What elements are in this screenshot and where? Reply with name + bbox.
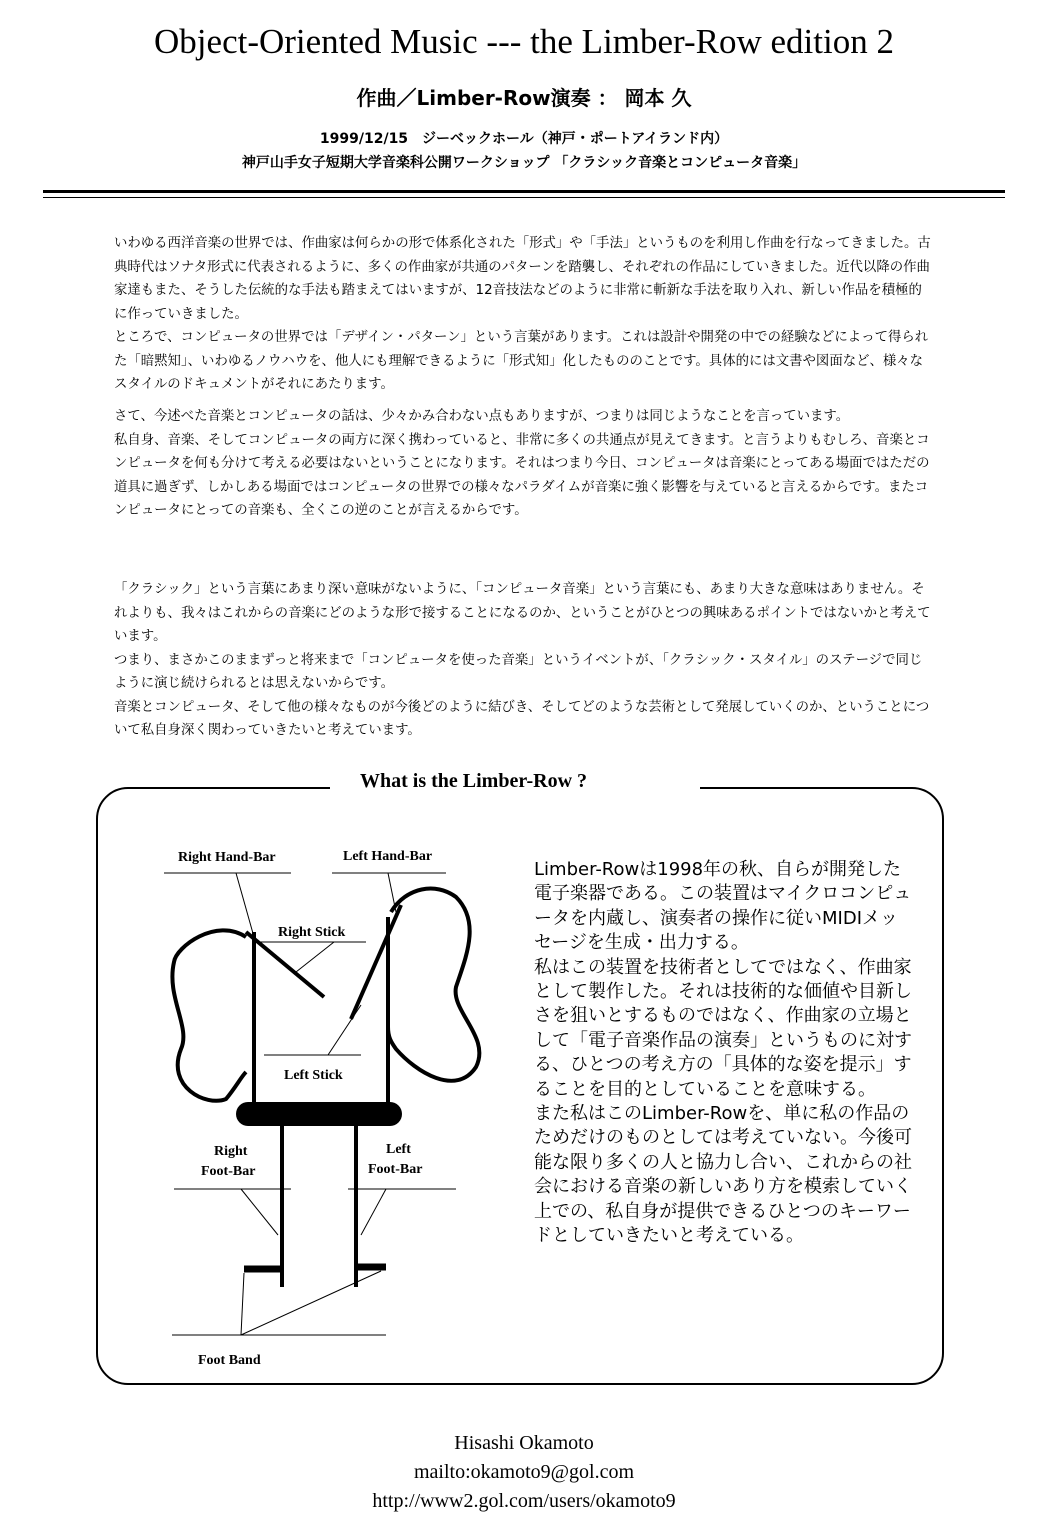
label-right-foot-bar-2: Foot-Bar bbox=[201, 1164, 256, 1179]
essay-paragraph: つまり、まさかこのままずっと将来まで「コンピュータを使った音楽」というイベントが、「クラシック・スタイル」のステージで同じように演じ続けられるとは思えないからです。 bbox=[114, 652, 923, 691]
label-foot-band: Foot Band bbox=[198, 1353, 261, 1368]
right-cable-loop bbox=[388, 889, 479, 1081]
leader-line bbox=[236, 873, 254, 937]
essay-paragraph: いわゆる西洋音楽の世界では、作曲家は何らかの形で体系化された「形式」や「手法」というものを利用し作曲を行なってきました。古典時代はソナタ形式に代表されるように、多くの作曲家が共通のパターンを踏襲し、それぞれの作品にしていきました。近代以降の作曲家達もまた、そうした伝統的な手法も踏まえてはいますが、12音技法などのように非常に斬新な手法を取り入れ、新しい作品を積極的に作っていきました。 bbox=[114, 236, 931, 322]
leader-line bbox=[296, 942, 334, 972]
label-left-hand-bar: Left Hand-Bar bbox=[343, 849, 433, 864]
essay-block-2 bbox=[114, 405, 934, 523]
author-url[interactable]: http://www2.gol.com/users/okamoto9 bbox=[372, 1490, 676, 1512]
label-right-hand-bar: Right Hand-Bar bbox=[178, 850, 276, 865]
event-workshop: 神戸山手女子短期大学音楽科公開ワークショップ 「クラシック音楽とコンピュータ音楽」 bbox=[241, 155, 807, 171]
leader-line bbox=[241, 1271, 381, 1335]
description-paragraph: 私はこの装置を技術者としてではなく、作曲家として製作した。それは技術的な価値や目新しさを狙いとするものではなく、作曲家の立場として「電子音楽作品の演奏」というものに対する、ひとつの考え方の「具体的な姿を提示」することを目的としていることを意味する。 bbox=[534, 956, 912, 1100]
leader-line bbox=[388, 873, 396, 912]
header-rule-thick bbox=[43, 190, 1005, 193]
description-paragraph: また私はこのLimber-Rowを、単に私の作品のためだけのものとしては考えていない。今後可能な限り多くの人と協力し合い、これからの社会における音楽の新しいあり方を模索していく上での、私自身が提供できるひとつのキーワードとしていきたいと考えている。 bbox=[534, 1103, 912, 1247]
essay-block-3 bbox=[114, 578, 934, 743]
leader-line bbox=[361, 1189, 386, 1235]
label-right-stick: Right Stick bbox=[278, 925, 346, 940]
label-left-foot-bar-1: Left bbox=[386, 1142, 411, 1157]
label-left-stick: Left Stick bbox=[284, 1068, 343, 1083]
author-name: Hisashi Okamoto bbox=[454, 1432, 594, 1454]
essay-paragraph: 私自身、音楽、そしてコンピュータの両方に深く携わっていると、非常に多くの共通点が見えてきます。と言うよりもむしろ、音楽とコンピュータを何も分けて考える必要はないということになります。それはつまり今日、コンピュータは音楽にとってある場面ではただの道具に過ぎず、しかしある場面ではコンピュータの世界での様々なパラダイムが音楽に強く影響を与えていると言えるからです。またコンピュータにとっての音楽も、全くこの逆のことが言えるからです。 bbox=[114, 432, 930, 518]
page-title: Object-Oriented Music --- the Limber-Row edition 2 bbox=[154, 22, 894, 61]
limber-row-diagram bbox=[96, 787, 536, 1385]
event-date-venue: 1999/12/15 ジーベックホール（神戸・ポートアイランド内） bbox=[319, 131, 729, 147]
limber-row-description bbox=[534, 858, 914, 1249]
leader-line bbox=[241, 1189, 278, 1235]
label-right-foot-bar-1: Right bbox=[214, 1144, 248, 1159]
essay-paragraph: さて、今述べた音楽とコンピュータの話は、少々かみ合わない点もありますが、つまりは同じようなことを言っています。 bbox=[114, 409, 850, 424]
label-left-foot-bar-2: Foot-Bar bbox=[368, 1162, 423, 1177]
base-bar bbox=[236, 1102, 402, 1126]
composer-line: 作曲／Limber-Row演奏 ： 岡本 久 bbox=[356, 86, 692, 110]
leader-line bbox=[241, 1273, 244, 1335]
essay-paragraph: 音楽とコンピュータ、そして他の様々なものが今後どのように結びき、そしてどのような芸術として発展していくのか、ということについて私自身深く関わっていきたいと考えています。 bbox=[114, 699, 930, 738]
description-paragraph: Limber-Rowは1998年の秋、自らが開発した電子楽器である。この装置はマイクロコンピュータを内蔵し、演奏者の操作に従いMIDIメッセージを生成・出力する。 bbox=[534, 859, 912, 954]
leader-line bbox=[328, 1005, 361, 1055]
essay-paragraph: 「クラシック」という言葉にあまり深い意味がないように、「コンピュータ音楽」という言葉にも、あまり大きな意味はありません。それよりも、我々はこれからの音楽にどのような形で接することになるのか、ということがひとつの興味あるポイントではないかと考えています。 bbox=[114, 582, 931, 644]
header-rule-thin bbox=[43, 197, 1005, 198]
section-heading: What is the Limber-Row ? bbox=[360, 770, 588, 792]
author-email[interactable]: mailto:okamoto9@gol.com bbox=[413, 1461, 635, 1483]
left-cable-loop bbox=[172, 930, 246, 1100]
left-stick bbox=[351, 905, 401, 1019]
essay-block-1 bbox=[114, 232, 934, 397]
essay-paragraph: ところで、コンピュータの世界では「デザイン・パターン」という言葉があります。これは設計や開発の中での経験などによって得られた「暗黙知」、いわゆるノウハウを、他人にも理解できるように「形式知」化したもののことです。具体的には文書や図面など、様々なスタイルのドキュメントがそれにあたります。 bbox=[114, 330, 929, 392]
